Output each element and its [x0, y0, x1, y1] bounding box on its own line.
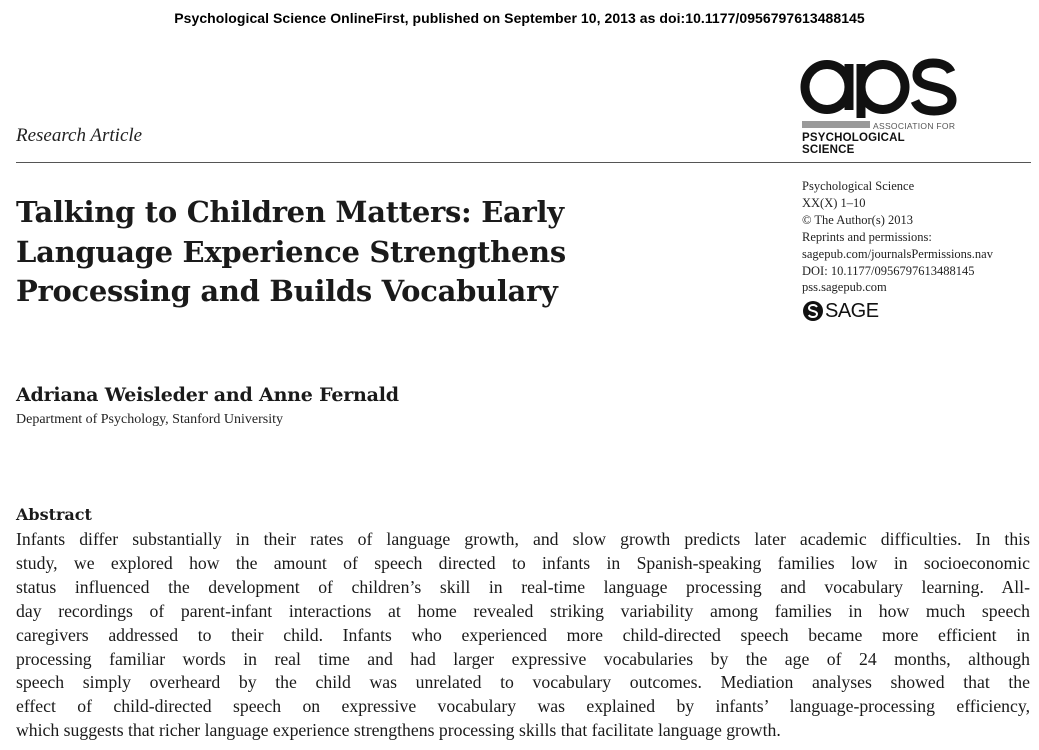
sage-logo [802, 299, 879, 323]
title-line: Language Experience Strengthens [16, 234, 566, 269]
abstract-line: study, we explored how the amount of speech directed to infants in Spanish-speaking families low in socioeconomic [16, 552, 1030, 573]
abstract-line: which suggests that richer language experience strengthens processing skills that facilitate language growth. [16, 720, 781, 741]
journal-name: Psychological Science [802, 179, 915, 193]
journal-info-block [802, 178, 993, 296]
abstract-line: Infants differ substantially in their rates of language growth, and slow growth predicts later academic difficulties. In this [16, 529, 1030, 549]
sage-wordmark: SAGE [825, 299, 879, 322]
article-title [16, 193, 716, 312]
aps-logo-bar [802, 121, 870, 128]
doi-text: DOI: 10.1177/0956797613488145 [802, 263, 975, 278]
author-affiliation: Department of Psychology, Stanford University [16, 412, 283, 427]
sage-circle-icon [802, 300, 824, 322]
abstract-line: day recordings of parent-infant interactions at home revealed striking variability among families in how much speech [16, 600, 1030, 621]
title-line: Talking to Children Matters: Early [16, 195, 564, 229]
reprints-link[interactable]: sagepub.com/journalsPermissions.nav [802, 246, 993, 261]
journal-site-link[interactable]: pss.sagepub.com [802, 280, 887, 295]
aps-logo [800, 52, 960, 156]
copyright-notice: © The Author(s) 2013 [802, 212, 913, 227]
aps-association-text: ASSOCIATION FOR [873, 121, 956, 131]
abstract-line: speech simply overheard by the child was unrelated to vocabulary outcomes. Mediation analyses showed that the [16, 672, 1030, 693]
header-divider [16, 162, 1031, 163]
title-line: Processing and Builds Vocabulary [16, 274, 558, 308]
abstract-line: caregivers addressed to their child. Infants who experienced more child-directed speech became more efficient in [16, 624, 1030, 645]
abstract-line: processing familiar words in real time and had larger expressive vocabularies by the age of 24 months, although [16, 648, 1030, 669]
doi-banner: Psychological Science OnlineFirst, published on September 10, 2013 as doi:10.1177/0956797613488145 [174, 10, 865, 26]
abstract-line: effect of child-directed speech on expressive vocabulary was explained by infants’ language-processing efficiency, [16, 696, 1030, 717]
abstract-text [16, 528, 1030, 743]
journal-volume: XX(X) 1–10 [802, 195, 866, 210]
article-type-label: Research Article [16, 125, 143, 146]
reprints-label: Reprints and permissions: [802, 229, 932, 244]
aps-society-name: PSYCHOLOGICAL SCIENCE [802, 132, 905, 156]
aps-logo-mark [800, 52, 960, 118]
abstract-heading: Abstract [16, 505, 92, 524]
author-names: Adriana Weisleder and Anne Fernald [16, 384, 399, 406]
abstract-line: status influenced the development of children’s skill in real-time language processing and vocabulary learning. All- [16, 576, 1030, 597]
